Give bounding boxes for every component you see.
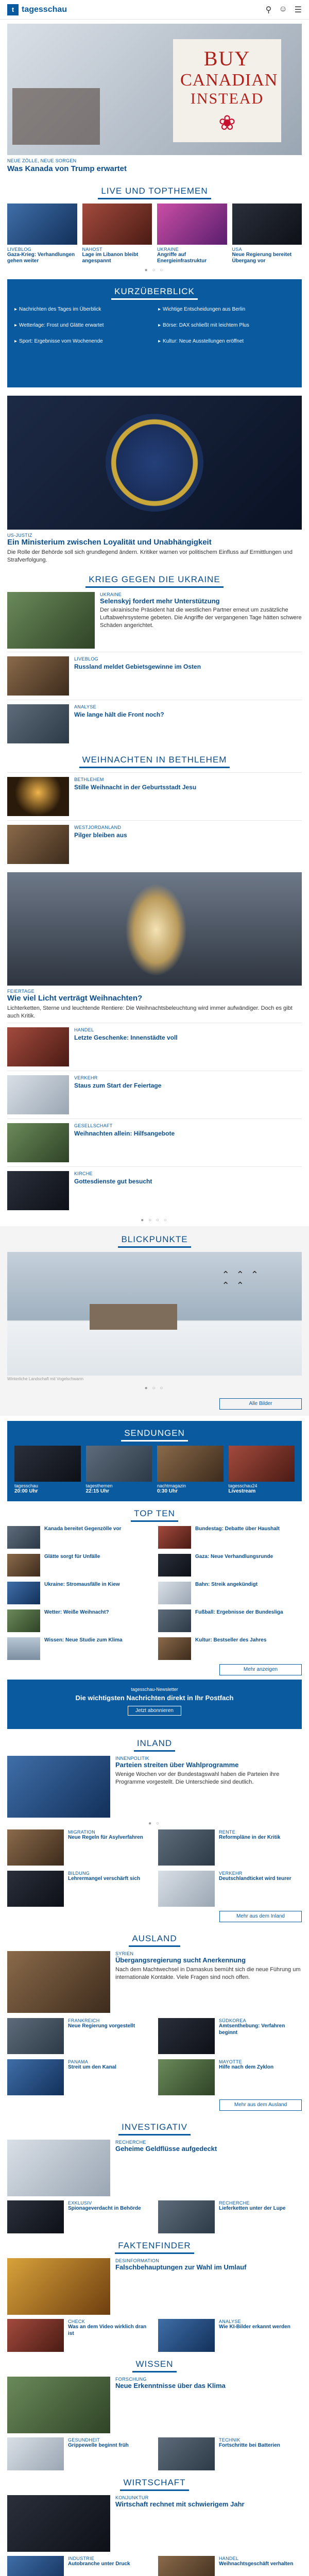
christmas-teaser[interactable] xyxy=(7,820,302,868)
topten-item[interactable] xyxy=(158,1637,302,1660)
topten-item[interactable] xyxy=(7,1526,151,1549)
sendung-kicker: tagesthemen xyxy=(85,1483,113,1489)
faktenfinder-card-kicker: CHECK xyxy=(68,2319,85,2325)
inland-card-image xyxy=(7,1871,64,1907)
live-card[interactable] xyxy=(82,204,152,264)
wirtschaft-card-kicker: HANDEL xyxy=(219,2556,239,2562)
carousel-dots[interactable]: ● ○ ○ xyxy=(144,267,165,273)
faktenfinder-card-kicker: ANALYSE xyxy=(219,2319,241,2325)
teaser-headline: Weihnachten allein: Hilfsangebote xyxy=(74,1130,175,1138)
investigativ-lead-headline: Geheime Geldflüsse aufgedeckt xyxy=(115,2145,217,2153)
investigativ-cards xyxy=(7,2200,302,2233)
wirtschaft-section xyxy=(0,2470,309,2576)
christmas-list-item[interactable] xyxy=(7,1023,302,1071)
wissen-cards xyxy=(7,2437,302,2470)
logo-main: tagesschau xyxy=(22,5,67,14)
teaser-headline: Letzte Geschenke: Innenstädte voll xyxy=(74,1034,178,1042)
blickpunkte-caption: Winterliche Landschaft mit Vogelschwarm xyxy=(7,1377,84,1382)
wirtschaft-lead[interactable] xyxy=(7,2495,302,2552)
christmas-teaser[interactable] xyxy=(7,772,302,820)
faktenfinder-card-headline: Wie KI-Bilder erkannt werden xyxy=(219,2324,290,2330)
wissen-title: WISSEN xyxy=(132,2359,176,2372)
teaser-image xyxy=(7,777,69,816)
kurz-item-text: Börse: DAX schließt mit leichtem Plus xyxy=(163,323,249,328)
ausland-card[interactable] xyxy=(158,2059,302,2095)
ukraine-map-image xyxy=(7,592,95,649)
kurz-item-text: Nachrichten des Tages im Überblick xyxy=(19,307,101,312)
sendung-image xyxy=(86,1446,152,1482)
ausland-lead-headline: Übergangsregierung sucht Anerkennung xyxy=(115,1956,246,1964)
topten-image xyxy=(158,1582,191,1604)
ausland-lead-text: Nach dem Machtwechsel in Damaskus bemüht sich die neue Führung um internationale Kontakte. Viele Fragen sind noch offen. xyxy=(115,1966,301,1980)
wirtschaft-card[interactable] xyxy=(158,2556,302,2576)
wissen-card-kicker: TECHNIK xyxy=(219,2437,241,2443)
investigativ-lead-image xyxy=(7,2140,110,2196)
kurz-item[interactable] xyxy=(14,304,151,315)
kurz-item[interactable] xyxy=(14,320,151,331)
ausland-card-kicker: SÜDKOREA xyxy=(219,2018,246,2024)
bullet-icon: ▸ xyxy=(14,338,18,344)
maple-leaf-icon: ❀ xyxy=(218,111,236,134)
investigativ-card-headline: Spionageverdacht in Behörde xyxy=(68,2206,141,2212)
inland-lead-text: Wenige Wochen vor der Bundestagswahl haben die Parteien ihre Programme vorgestellt. Die Unterschiede sind deutlich. xyxy=(115,1771,280,1785)
topten-item[interactable] xyxy=(7,1637,151,1660)
inland-more-button[interactable]: Mehr aus dem Inland xyxy=(219,1911,302,1922)
christmas-list-item[interactable] xyxy=(7,1166,302,1214)
wissen-lead[interactable] xyxy=(7,2377,302,2433)
blickpunkte-more-button[interactable]: Alle Bilder xyxy=(219,1398,302,1410)
live-card[interactable] xyxy=(157,204,227,264)
inland-card[interactable] xyxy=(7,1871,151,1907)
teaser-kicker: BETHLEHEM xyxy=(74,776,104,782)
wirtschaft-lead-kicker: KONJUNKTUR xyxy=(115,2495,149,2501)
bullet-icon: ▸ xyxy=(158,307,161,312)
inland-lead-headline: Parteien streiten über Wahlprogramme xyxy=(115,1761,239,1769)
ausland-card-kicker: MAYOTTE xyxy=(219,2059,242,2065)
kurzueberblick-box xyxy=(7,279,302,387)
faktenfinder-card[interactable] xyxy=(7,2319,151,2352)
topten-list xyxy=(7,1526,302,1660)
sendung-headline: 0:30 Uhr xyxy=(157,1488,178,1495)
wissen-section xyxy=(0,2352,309,2470)
live-card-kicker: LIVEBLOG xyxy=(7,247,31,252)
site-logo[interactable] xyxy=(7,4,67,15)
hero-image[interactable] xyxy=(7,24,302,155)
wirtschaft-card-kicker: INDUSTRIE xyxy=(68,2556,95,2562)
ukraine-section xyxy=(0,567,309,748)
teaser-headline: Wie lange hält die Front noch? xyxy=(74,710,164,718)
inland-card-image xyxy=(7,1829,64,1866)
live-card-image xyxy=(232,204,302,245)
blickpunkte-image[interactable] xyxy=(7,1252,302,1376)
kurz-item-text: Wetterlage: Frost und Glätte erwartet xyxy=(19,323,104,328)
topten-headline: Ukraine: Stromausfälle in Kiew xyxy=(44,1582,120,1588)
live-title: LIVE UND TOPTHEMEN xyxy=(98,186,211,199)
ausland-card[interactable] xyxy=(158,2018,302,2054)
user-icon[interactable]: ☺ xyxy=(279,4,287,13)
ausland-card-image xyxy=(7,2059,64,2095)
live-card-image xyxy=(7,204,77,245)
teaser-kicker: KIRCHE xyxy=(74,1171,93,1177)
inland-card-headline: Reformpläne in der Kritik xyxy=(219,1835,281,1841)
investigativ-card-image xyxy=(7,2200,64,2233)
teaser-kicker: GESELLSCHAFT xyxy=(74,1123,113,1129)
sendungen-box xyxy=(7,1421,302,1501)
ausland-more-button[interactable]: Mehr aus dem Ausland xyxy=(219,2099,302,2111)
carousel-dots[interactable]: ● ○ ○ xyxy=(144,1385,165,1392)
sendung-card[interactable] xyxy=(229,1446,295,1494)
live-card-headline: Gaza-Krieg: Verhandlungen gehen weiter xyxy=(7,252,75,264)
teaser-image xyxy=(7,1027,69,1066)
topten-title: TOP TEN xyxy=(131,1509,178,1522)
investigativ-card-kicker: RECHERCHE xyxy=(219,2200,250,2206)
light-installation-image xyxy=(125,884,187,976)
inland-card-image xyxy=(158,1871,215,1907)
live-cards xyxy=(7,204,302,264)
logo-mark: t xyxy=(7,4,19,15)
inland-lead[interactable] xyxy=(7,1756,302,1818)
ausland-card[interactable] xyxy=(7,2059,151,2095)
hero-headline[interactable]: Was Kanada von Trump erwartet xyxy=(7,164,127,173)
ukraine-teaser[interactable] xyxy=(7,700,302,748)
bullet-icon: ▸ xyxy=(158,338,161,344)
sign-line3: INSTEAD xyxy=(190,90,264,107)
carousel-dots[interactable]: ● ○ ○ ○ xyxy=(141,1217,168,1224)
investigativ-card-kicker: EXKLUSIV xyxy=(68,2200,92,2206)
teaser-image xyxy=(7,1123,69,1162)
teaser-image xyxy=(7,1171,69,1210)
christmas-lead-image[interactable] xyxy=(7,872,302,986)
ausland-card-headline: Hilfe nach dem Zyklon xyxy=(219,2064,274,2071)
topten-image xyxy=(158,1554,191,1577)
inland-card-kicker: MIGRATION xyxy=(68,1829,96,1835)
hero-section xyxy=(0,20,309,179)
bullet-icon: ▸ xyxy=(14,307,18,312)
wirtschaft-card-headline: Weihnachtsgeschäft verhalten xyxy=(219,2561,294,2567)
ukraine-lead-text: Der ukrainische Präsident hat die westlichen Partner erneut um zusätzliche Luftabwehrsysteme gebeten. Die Angriffe der vergangenen Tage hätten schwere Schäden angerichtet. xyxy=(100,607,302,629)
wissen-card-headline: Fortschritte bei Batterien xyxy=(219,2443,280,2449)
investigativ-card[interactable] xyxy=(158,2200,302,2233)
hero-kicker: NEUE ZÖLLE, NEUE SORGEN xyxy=(7,158,77,163)
topten-item[interactable] xyxy=(158,1609,302,1632)
wissen-lead-headline: Neue Erkenntnisse über das Klima xyxy=(115,2382,226,2390)
wirtschaft-card-image xyxy=(7,2556,64,2576)
kurz-list xyxy=(14,304,295,347)
ukraine-lead-headline: Selenskyj fordert mehr Unterstützung xyxy=(100,597,220,605)
topten-headline: Gaza: Neue Verhandlungsrunde xyxy=(195,1554,273,1560)
topten-headline: Bahn: Streik angekündigt xyxy=(195,1582,258,1588)
faktenfinder-card[interactable] xyxy=(158,2319,302,2352)
live-card-headline: Angriffe auf Energieinfrastruktur xyxy=(157,252,207,264)
sendung-kicker: tagesschau24 xyxy=(228,1483,258,1489)
bullet-icon: ▸ xyxy=(158,323,161,328)
ukraine-lead-kicker: UKRAINE xyxy=(100,591,122,597)
topten-image xyxy=(7,1582,40,1604)
wissen-card-image xyxy=(7,2437,64,2470)
topten-item[interactable] xyxy=(158,1582,302,1604)
kurz-item-text: Kultur: Neue Ausstellungen eröffnet xyxy=(163,338,244,344)
investigativ-card-headline: Lieferketten unter der Lupe xyxy=(219,2206,286,2212)
teaser-headline: Gottesdienste gut besucht xyxy=(74,1178,152,1185)
bird-flock-icon: ⌃ ⌃ ⌃ ⌃ ⌃ xyxy=(221,1269,261,1291)
christmas-title: WEIHNACHTEN IN BETHLEHEM xyxy=(79,755,230,768)
ausland-card-headline: Neue Regierung vorgestellt xyxy=(68,2023,135,2029)
christmas-list-item[interactable] xyxy=(7,1071,302,1118)
wissen-lead-kicker: FORSCHUNG xyxy=(115,2377,147,2382)
feature-justice xyxy=(0,391,309,567)
sendung-kicker: nachtmagazin xyxy=(157,1483,186,1489)
investigativ-lead[interactable] xyxy=(7,2140,302,2196)
topten-item[interactable] xyxy=(158,1554,302,1577)
inland-lead-kicker: INNENPOLITIK xyxy=(115,1756,150,1761)
hero-sign xyxy=(173,39,281,142)
kurz-title: KURZÜBERBLICK xyxy=(111,286,198,300)
teaser-image xyxy=(7,704,69,743)
wirtschaft-lead-headline: Wirtschaft rechnet mit schwierigem Jahr xyxy=(115,2500,245,2509)
ausland-card-image xyxy=(158,2059,215,2095)
feature-justice-image[interactable] xyxy=(7,396,302,530)
sendung-card[interactable] xyxy=(86,1446,152,1494)
inland-section xyxy=(0,1731,309,1922)
wissen-card[interactable] xyxy=(7,2437,151,2470)
feature-justice-text: Die Rolle der Behörde soll sich grundlegend ändern. Kritiker warnen vor politischem Einfluss auf Ermittlungen und Strafverfolgung. xyxy=(7,549,293,563)
header-icons xyxy=(266,5,302,15)
ausland-cards xyxy=(7,2018,302,2095)
topten-item[interactable] xyxy=(7,1582,151,1604)
investigativ-card[interactable] xyxy=(7,2200,151,2233)
logo-text xyxy=(22,5,67,14)
sendungen-cards xyxy=(14,1446,295,1494)
inland-card-image xyxy=(158,1829,215,1866)
feature-justice-kicker: US-JUSTIZ xyxy=(7,533,32,538)
sendung-image xyxy=(229,1446,295,1482)
sendung-headline: 22:15 Uhr xyxy=(85,1488,110,1495)
newsletter-kicker: tagesschau-Newsletter xyxy=(131,1687,178,1692)
ukraine-lead[interactable] xyxy=(7,592,302,652)
live-section xyxy=(0,179,309,276)
live-card-image xyxy=(82,204,152,245)
christmas-lead-headline[interactable]: Wie viel Licht verträgt Weihnachten? xyxy=(7,993,143,1003)
ausland-title: AUSLAND xyxy=(129,1934,180,1947)
teaser-image xyxy=(7,656,69,696)
ausland-lead-image xyxy=(7,1951,110,2013)
kurz-item[interactable] xyxy=(158,320,295,331)
blickpunkte-section xyxy=(0,1226,309,1416)
ausland-lead[interactable] xyxy=(7,1951,302,2013)
teaser-headline: Staus zum Start der Feiertage xyxy=(74,1082,162,1090)
carousel-dots[interactable]: ● ○ xyxy=(148,1821,161,1827)
inland-lead-image xyxy=(7,1756,110,1818)
seal-icon xyxy=(106,414,203,512)
wissen-card-headline: Grippewelle beginnt früh xyxy=(68,2443,129,2449)
faktenfinder-lead-headline: Falschbehauptungen zur Wahl im Umlauf xyxy=(115,2263,247,2272)
topten-headline: Kultur: Bestseller des Jahres xyxy=(195,1637,267,1643)
teaser-image xyxy=(7,825,69,864)
topten-image xyxy=(158,1609,191,1632)
blickpunkte-title: BLICKPUNKTE xyxy=(118,1234,191,1248)
site-header xyxy=(0,0,309,20)
search-icon[interactable]: ⚲ xyxy=(265,5,272,14)
sign-line1: BUY xyxy=(203,47,251,70)
inland-card-kicker: RENTE xyxy=(219,1829,236,1835)
newsletter-subscribe-button[interactable]: Jetzt abonnieren xyxy=(128,1706,181,1716)
kurz-item[interactable] xyxy=(158,336,295,347)
shop-shelf-image xyxy=(12,88,100,145)
topten-item[interactable] xyxy=(7,1554,151,1577)
inland-card-kicker: VERKEHR xyxy=(219,1871,243,1876)
topten-headline: Fußball: Ergebnisse der Bundesliga xyxy=(195,1609,283,1616)
bullet-icon: ▸ xyxy=(14,323,18,328)
topten-headline: Wissen: Neue Studie zum Klima xyxy=(44,1637,123,1643)
inland-card-headline: Lehrermangel verschärft sich xyxy=(68,1876,141,1882)
wirtschaft-cards xyxy=(7,2556,302,2576)
ausland-card-headline: Streit um den Kanal xyxy=(68,2064,116,2071)
wirtschaft-card-image xyxy=(158,2556,215,2576)
investigativ-title: INVESTIGATIV xyxy=(118,2122,191,2136)
ausland-card-image xyxy=(7,2018,64,2054)
faktenfinder-lead-kicker: DESINFORMATION xyxy=(115,2258,160,2264)
topten-image xyxy=(7,1637,40,1660)
christmas-lead-text: Lichterketten, Sterne und leuchtende Rentiere: Die Weihnachtsbeleuchtung wird immer aufwändiger. Doch es gibt auch Kritik. xyxy=(7,1005,293,1019)
newsletter-headline: Die wichtigsten Nachrichten direkt in Ihr Postfach xyxy=(75,1694,234,1702)
house-image xyxy=(90,1304,177,1330)
live-card[interactable] xyxy=(232,204,302,264)
topten-headline: Wetter: Weiße Weihnacht? xyxy=(44,1609,109,1616)
inland-card[interactable] xyxy=(158,1829,302,1866)
live-card-image xyxy=(157,204,227,245)
feature-justice-headline[interactable]: Ein Ministerium zwischen Loyalität und Unabhängigkeit xyxy=(7,538,212,547)
teaser-kicker: HANDEL xyxy=(74,1027,94,1033)
inland-title: INLAND xyxy=(134,1738,175,1752)
live-card-kicker: USA xyxy=(232,247,242,252)
wissen-lead-image xyxy=(7,2377,110,2433)
wissen-card-kicker: GESUNDHEIT xyxy=(68,2437,100,2443)
topten-image xyxy=(7,1554,40,1577)
topten-more-button[interactable]: Mehr anzeigen xyxy=(219,1664,302,1675)
sign-line2: CANADIAN xyxy=(180,71,278,90)
sendung-image xyxy=(14,1446,81,1482)
wissen-card-image xyxy=(158,2437,215,2470)
wirtschaft-card[interactable] xyxy=(7,2556,151,2576)
teaser-kicker: ANALYSE xyxy=(74,704,96,709)
sendung-headline: 20:00 Uhr xyxy=(14,1488,38,1495)
faktenfinder-card-image xyxy=(7,2319,64,2352)
inland-card-kicker: BILDUNG xyxy=(68,1871,90,1876)
topten-headline: Bundestag: Debatte über Haushalt xyxy=(195,1526,280,1532)
live-card-headline: Lage im Libanon bleibt angespannt xyxy=(82,252,139,264)
faktenfinder-cards xyxy=(7,2319,302,2352)
wirtschaft-title: WIRTSCHAFT xyxy=(120,2478,188,2491)
live-card-kicker: NAHOST xyxy=(82,247,102,252)
inland-card[interactable] xyxy=(7,1829,151,1866)
teaser-headline: Russland meldet Gebietsgewinne im Osten xyxy=(74,663,201,670)
wirtschaft-card-headline: Autobranche unter Druck xyxy=(68,2561,130,2567)
topten-item[interactable] xyxy=(158,1526,302,1549)
teaser-kicker: WESTJORDANLAND xyxy=(74,824,122,830)
investigativ-section xyxy=(0,2115,309,2233)
inland-card-headline: Deutschlandticket wird teurer xyxy=(219,1876,291,1882)
sendung-headline: Livestream xyxy=(228,1488,256,1495)
christmas-section xyxy=(0,748,309,1227)
faktenfinder-lead[interactable] xyxy=(7,2258,302,2315)
live-card-headline: Neue Regierung bereitet Übergang vor xyxy=(232,252,292,264)
faktenfinder-lead-image xyxy=(7,2258,110,2315)
topten-image xyxy=(7,1609,40,1632)
ausland-card-kicker: PANAMA xyxy=(68,2059,89,2065)
christmas-lead-kicker: FEIERTAGE xyxy=(7,988,35,994)
live-card-kicker: UKRAINE xyxy=(157,247,179,252)
teaser-kicker: LIVEBLOG xyxy=(74,656,98,662)
investigativ-card-image xyxy=(158,2200,215,2233)
ukraine-title: KRIEG GEGEN DIE UKRAINE xyxy=(85,574,223,588)
topten-image xyxy=(7,1526,40,1549)
wissen-card[interactable] xyxy=(158,2437,302,2470)
teaser-headline: Stille Weihnacht in der Geburtsstadt Jesu xyxy=(74,783,197,791)
ukraine-teaser[interactable] xyxy=(7,652,302,700)
faktenfinder-card-headline: Was an dem Video wirklich dran ist xyxy=(68,2324,147,2336)
ausland-card[interactable] xyxy=(7,2018,151,2054)
investigativ-lead-kicker: RECHERCHE xyxy=(115,2140,146,2145)
teaser-headline: Pilger bleiben aus xyxy=(74,831,127,839)
topten-image xyxy=(158,1637,191,1660)
ausland-card-headline: Amtsenthebung: Verfahren beginnt xyxy=(219,2023,285,2036)
inland-cards xyxy=(7,1829,302,1907)
sendung-kicker: tagesschau xyxy=(14,1483,39,1489)
faktenfinder-section xyxy=(0,2233,309,2352)
inland-card-headline: Neue Regeln für Asylverfahren xyxy=(68,1835,143,1841)
inland-card[interactable] xyxy=(158,1871,302,1907)
live-card[interactable] xyxy=(7,204,77,264)
sendung-image xyxy=(157,1446,224,1482)
teaser-kicker: VERKEHR xyxy=(74,1075,98,1081)
ausland-section xyxy=(0,1926,309,2111)
topten-item[interactable] xyxy=(7,1609,151,1632)
faktenfinder-card-image xyxy=(158,2319,215,2352)
wirtschaft-lead-image xyxy=(7,2495,110,2552)
ausland-card-image xyxy=(158,2018,215,2054)
ausland-lead-kicker: SYRIEN xyxy=(115,1951,134,1957)
sendung-card[interactable] xyxy=(157,1446,224,1494)
menu-icon[interactable]: ☰ xyxy=(294,5,302,14)
newsletter-box xyxy=(7,1680,302,1729)
kurz-item[interactable] xyxy=(158,304,295,315)
kurz-item[interactable] xyxy=(14,336,151,347)
ausland-card-kicker: FRANKREICH xyxy=(68,2018,100,2024)
sendungen-title: SENDUNGEN xyxy=(121,1428,188,1442)
christmas-list-item[interactable] xyxy=(7,1118,302,1166)
teaser-image xyxy=(7,1075,69,1114)
topten-section xyxy=(0,1501,309,1675)
topten-headline: Glätte sorgt für Unfälle xyxy=(44,1554,100,1560)
kurz-item-text: Wichtige Entscheidungen aus Berlin xyxy=(163,307,246,312)
topten-image xyxy=(158,1526,191,1549)
topten-headline: Kanada bereitet Gegenzölle vor xyxy=(44,1526,122,1532)
sendung-card[interactable] xyxy=(14,1446,81,1494)
kurz-item-text: Sport: Ergebnisse vom Wochenende xyxy=(19,338,103,344)
faktenfinder-title: FAKTENFINDER xyxy=(115,2241,194,2254)
